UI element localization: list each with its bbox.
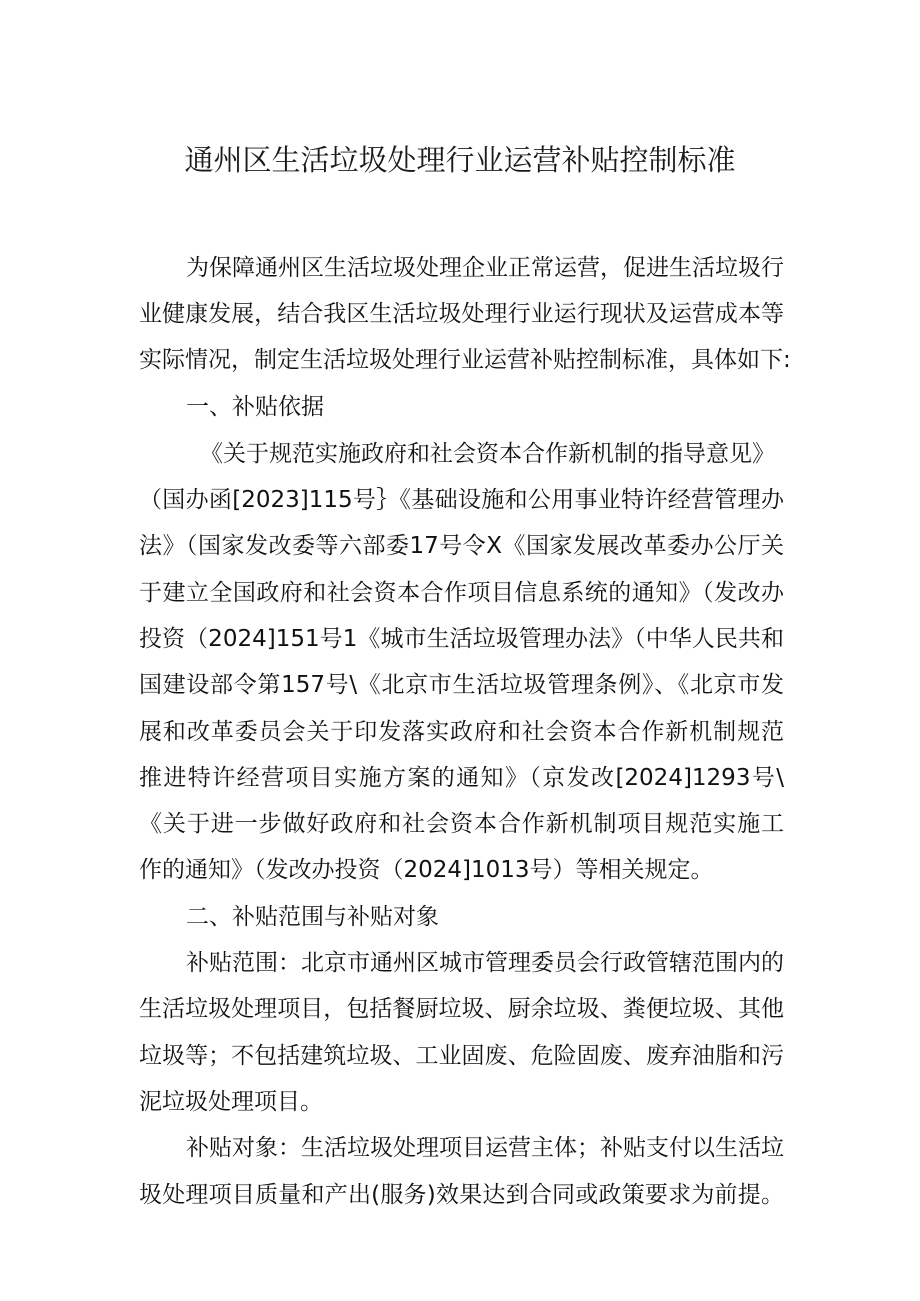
- paragraph-line: 垃圾等；不包括建筑垃圾、工业固废、危险固废、废弃油脂和污: [139, 1043, 784, 1069]
- paragraph-line: 展和改革委员会关于印发落实政府和社会资本合作新机制规范: [139, 719, 784, 745]
- paragraph-line: 圾处理项目质量和产出(服务)效果达到合同或政策要求为前提。: [139, 1182, 784, 1208]
- paragraph-line: 泥垃圾处理项目。: [139, 1089, 323, 1115]
- document-title: 通州区生活垃圾处理行业运营补贴控制标准: [184, 143, 736, 177]
- paragraph-line: 《关于进一步做好政府和社会资本合作新机制项目规范实施工: [139, 811, 784, 837]
- paragraph-line: 作的通知》（发改办投资（2024]1013号）等相关规定。: [139, 857, 714, 883]
- paragraph-line: 生活垃圾处理项目，包括餐厨垃圾、厨余垃圾、粪便垃圾、其他: [139, 996, 784, 1022]
- section-heading: 二、补贴范围与补贴对象: [186, 904, 439, 930]
- paragraph-line: 补贴范围：北京市通州区城市管理委员会行政管辖范围内的: [186, 950, 784, 976]
- paragraph-line: 法》（国家发改委等六部委17号令X《国家发展改革委办公厅关: [139, 533, 784, 559]
- paragraph-line: 推进特许经营项目实施方案的通知》（京发改[2024]1293号\: [139, 765, 784, 791]
- paragraph-line: 补贴对象：生活垃圾处理项目运营主体；补贴支付以生活垃: [186, 1135, 784, 1161]
- paragraph-line: （国办函[2023]115号｝《基础设施和公用事业特许经营管理办: [139, 487, 784, 513]
- paragraph-line: 《关于规范实施政府和社会资本合作新机制的指导意见》: [200, 441, 775, 467]
- paragraph-line: 投资（2024]151号1《城市生活垃圾管理办法》（中华人民共和: [139, 626, 784, 652]
- paragraph-line: 为保障通州区生活垃圾处理企业正常运营，促进生活垃圾行: [186, 255, 784, 281]
- section-heading: 一、补贴依据: [186, 394, 324, 420]
- paragraph-line: 于建立全国政府和社会资本合作项目信息系统的通知》（发改办: [139, 580, 784, 606]
- paragraph-line: 国建设部令第157号\《北京市生活垃圾管理条例》、《北京市发: [139, 672, 784, 698]
- paragraph-line: 实际情况，制定生活垃圾处理行业运营补贴控制标准，具体如下:: [139, 347, 791, 373]
- paragraph-line: 业健康发展，结合我区生活垃圾处理行业运行现状及运营成本等: [139, 301, 784, 327]
